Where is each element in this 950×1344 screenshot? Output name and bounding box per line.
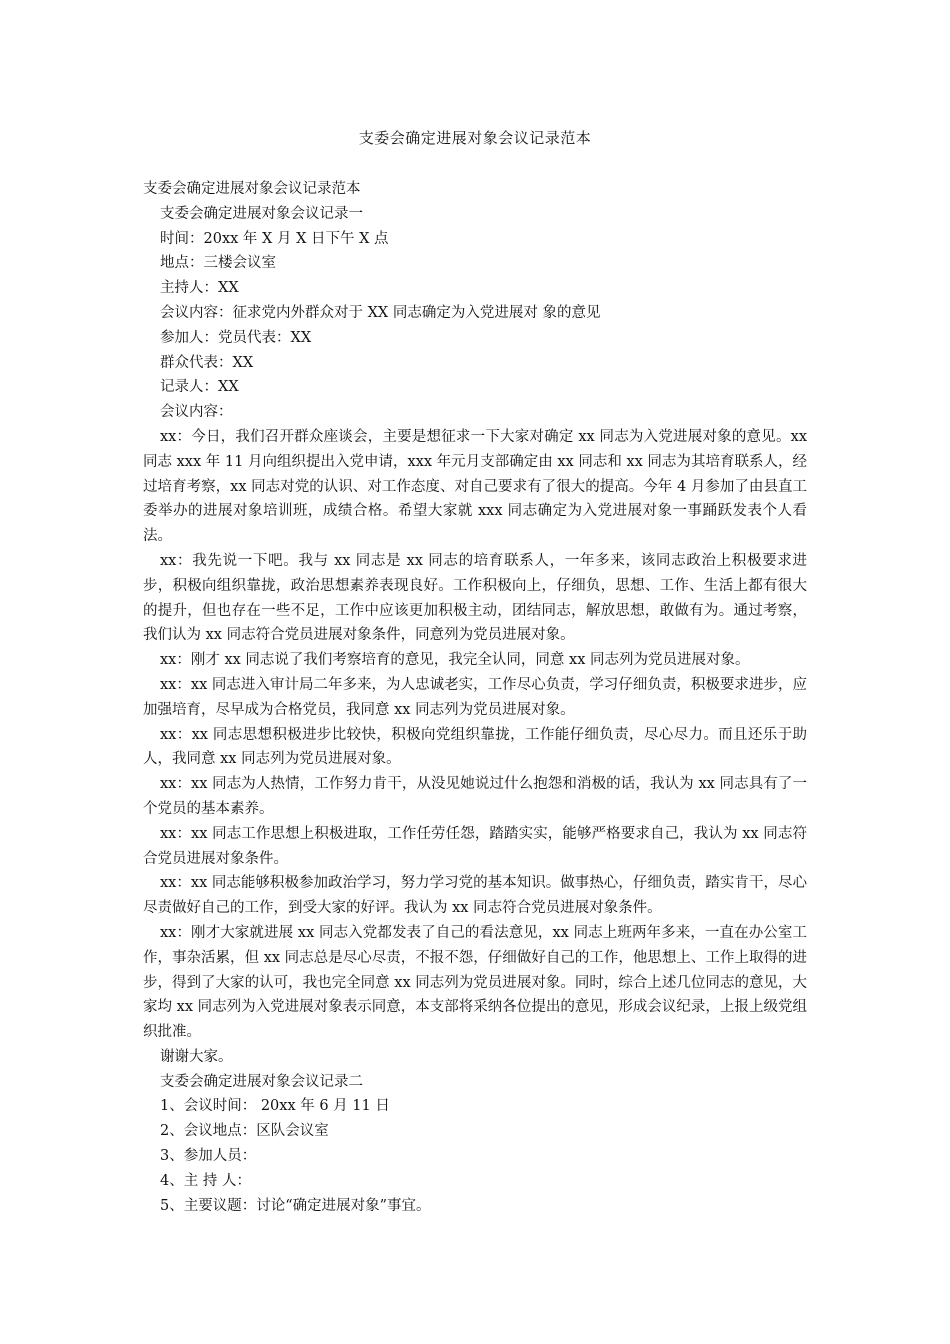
page-title: 支委会确定进展对象会议记录范本 [358,129,592,147]
paragraph: 谢谢大家。 [160,1048,233,1065]
paragraph: xx：xx 同志为人热情，工作努力肯干，从没见她说过什么抱怨和消极的话，我认为 xx 同志具有了一个党员的基本素养。 [143,776,807,817]
paragraph: xx：xx 同志能够积极参加政治学习，努力学习党的基本知识。做事热心，仔细负责，踏实肯干，尽心尽责做好自己的工作，到受大家的好评。我认为 xx 同志符合党员进展对象条件。 [143,875,807,917]
paragraph: xx：我先说一下吧。我与 xx 同志是 xx 同志的培育联系人，一年多来，该同志政治上积极要求进步，积极向组织靠拢，政治思想素养表现良好。工作积极向上，仔细负，思想、工作、生活上都有很大的提升，但也存在一些不足，工作中应该更加积极主动，团结同志，解放思想，敢做有为。通过考察，我们认为 xx 同志符合党员进展对象条件，同意列为党员进展对象。 [143,552,807,644]
paragraph: 4、主 持 人： [160,1172,251,1189]
paragraph: 参加人：党员代表：XX [160,329,312,346]
paragraph: xx：今日，我们召开群众座谈会，主要是想征求一下大家对确定 xx 同志为入党进展对象的意见。xx 同志 xxx 年 11 月向组织提出入党申请，xxx 年元月支部确定由 xx 同志和 xx 同志为其培育联系人，经过培育考察，xx 同志对党的认识、对工作态度、对自己要求有了很大的提高。今年 4 月参加了由县直工委举办的进展对象培训班，成绩合格。希望大家就 xxx 同志确定为入党进展对象一事踊跃发表个人看法。 [143,428,807,545]
paragraph: 时间：20xx 年 X 月 X 日下午 X 点 [160,230,389,247]
paragraph: xx：xx 同志进入审计局二年多来，为人忠诚老实，工作尽心负责，学习仔细负责，积极要求进步，应加强培育，尽早成为合格党员，我同意 xx 同志列为党员进展对象。 [143,676,807,718]
paragraph: 支委会确定进展对象会议记录一 [160,205,363,222]
paragraph: 群众代表：XX [160,354,254,371]
paragraph: 3、参加人员： [160,1148,257,1165]
paragraph: xx：刚才 xx 同志说了我们考察培育的意见，我完全认同，同意 xx 同志列为党员进展对象。 [160,652,750,669]
paragraph: 1、会议时间： 20xx 年 6 月 11 日 [160,1098,390,1115]
paragraph: 会议内容： [160,404,233,421]
paragraph: 5、主要议题：讨论“确定进展对象”事宜。 [160,1197,431,1214]
paragraph: 2、会议地点：区队会议室 [160,1123,329,1140]
document-body [143,177,807,1218]
paragraph: 主持人：XX [160,280,239,297]
paragraph: 支委会确定进展对象会议记录范本 [143,181,361,197]
paragraph: 记录人：XX [160,379,239,396]
paragraph: 地点：三楼会议室 [160,255,276,272]
paragraph: xx：刚才大家就进展 xx 同志入党都发表了自己的看法意见，xx 同志上班两年多来，一直在办公室工作，事杂活累，但 xx 同志总是尽心尽责，不报不怨，仔细做好自己的工作，他思想上、工作上取得的进步，得到了大家的认可，我也完全同意 xx 同志列为党员进展对象。同时，综合上述几位同志的意见，大家均 xx 同志列为入党进展对象表示同意，本支部将采纳各位提出的意见，形成会议纪录，上报上级党组织批准。 [143,924,807,1041]
paragraph: xx：xx 同志思想积极进步比较快，积极向党组织靠拢，工作能仔细负责，尽心尽力。而且还乐于助人，我同意 xx 同志列为党员进展对象。 [143,726,807,768]
paragraph: 会议内容：征求党内外群众对于 XX 同志确定为入党进展对 象的意见 [160,304,601,321]
paragraph: xx：xx 同志工作思想上积极进取，工作任劳任怨，踏踏实实，能够严格要求自己，我认为 xx 同志符合党员进展对象条件。 [143,825,807,867]
paragraph: 支委会确定进展对象会议记录二 [160,1073,363,1090]
